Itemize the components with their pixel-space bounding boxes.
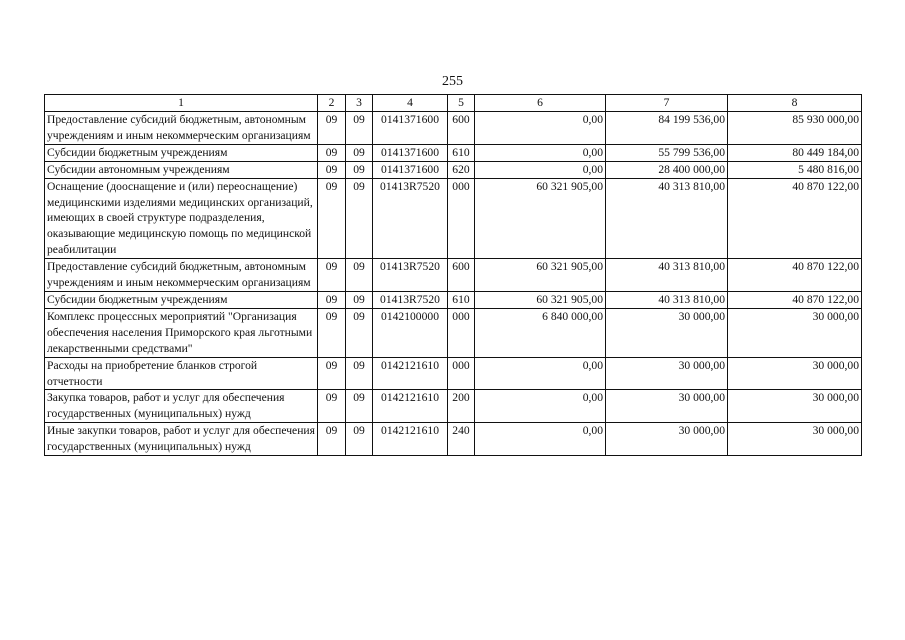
cell-amount-6: 6 840 000,00 — [475, 308, 606, 357]
header-cell: 3 — [346, 95, 373, 112]
cell-amount-8: 80 449 184,00 — [728, 144, 862, 161]
row-name: Закупка товаров, работ и услуг для обеспечения государственных (муниципальных) нужд — [45, 390, 318, 423]
cell-amount-8: 85 930 000,00 — [728, 112, 862, 145]
header-row — [45, 95, 862, 112]
cell-amount-8: 30 000,00 — [728, 390, 862, 423]
cell-amount-8: 5 480 816,00 — [728, 161, 862, 178]
cell-target-article: 0142121610 — [373, 423, 448, 456]
page-number: 255 — [442, 74, 463, 89]
header-cell: 2 — [318, 95, 346, 112]
table-row — [45, 161, 862, 178]
row-name: Оснащение (дооснащение и (или) переоснащение) медицинскими изделиями медицинских организаций, имеющих в своей структуре подразделения, оказывающие медицинскую помощь по медицинской реабилитации — [45, 178, 318, 259]
row-name: Иные закупки товаров, работ и услуг для обеспечения государственных (муниципальных) нужд — [45, 423, 318, 456]
cell-amount-8: 40 870 122,00 — [728, 178, 862, 259]
header-cell: 7 — [606, 95, 728, 112]
cell-amount-7: 30 000,00 — [606, 308, 728, 357]
row-name: Субсидии бюджетным учреждениям — [45, 291, 318, 308]
cell-expense-type: 000 — [448, 178, 475, 259]
cell-ministry: 09 — [318, 144, 346, 161]
row-name: Комплекс процессных мероприятий "Организация обеспечения населения Приморского края льготными лекарственными средствами" — [45, 308, 318, 357]
cell-target-article: 0141371600 — [373, 144, 448, 161]
cell-section: 09 — [346, 259, 373, 292]
cell-amount-6: 60 321 905,00 — [475, 259, 606, 292]
cell-expense-type: 610 — [448, 144, 475, 161]
cell-section: 09 — [346, 291, 373, 308]
cell-amount-7: 30 000,00 — [606, 357, 728, 390]
cell-amount-7: 28 400 000,00 — [606, 161, 728, 178]
cell-ministry: 09 — [318, 423, 346, 456]
cell-ministry: 09 — [318, 259, 346, 292]
cell-expense-type: 600 — [448, 112, 475, 145]
table-row — [45, 112, 862, 145]
row-name: Субсидии автономным учреждениям — [45, 161, 318, 178]
cell-target-article: 01413R7520 — [373, 291, 448, 308]
cell-amount-6: 60 321 905,00 — [475, 178, 606, 259]
cell-expense-type: 610 — [448, 291, 475, 308]
cell-amount-7: 30 000,00 — [606, 423, 728, 456]
cell-amount-7: 40 313 810,00 — [606, 178, 728, 259]
cell-ministry: 09 — [318, 308, 346, 357]
cell-amount-6: 0,00 — [475, 144, 606, 161]
header-cell: 6 — [475, 95, 606, 112]
cell-amount-7: 40 313 810,00 — [606, 291, 728, 308]
cell-target-article: 0142121610 — [373, 390, 448, 423]
cell-amount-8: 40 870 122,00 — [728, 291, 862, 308]
cell-ministry: 09 — [318, 178, 346, 259]
cell-section: 09 — [346, 308, 373, 357]
budget-table — [44, 94, 862, 456]
cell-target-article: 01413R7520 — [373, 178, 448, 259]
cell-target-article: 01413R7520 — [373, 259, 448, 292]
cell-expense-type: 620 — [448, 161, 475, 178]
cell-ministry: 09 — [318, 291, 346, 308]
cell-section: 09 — [346, 423, 373, 456]
row-name: Предоставление субсидий бюджетным, автономным учреждениям и иным некоммерческим организациям — [45, 259, 318, 292]
header-cell: 5 — [448, 95, 475, 112]
table-row — [45, 357, 862, 390]
table-row — [45, 390, 862, 423]
cell-target-article: 0141371600 — [373, 161, 448, 178]
cell-amount-8: 30 000,00 — [728, 423, 862, 456]
cell-amount-6: 0,00 — [475, 390, 606, 423]
row-name: Предоставление субсидий бюджетным, автономным учреждениям и иным некоммерческим организациям — [45, 112, 318, 145]
cell-expense-type: 000 — [448, 308, 475, 357]
cell-expense-type: 600 — [448, 259, 475, 292]
table-row — [45, 308, 862, 357]
cell-amount-6: 0,00 — [475, 357, 606, 390]
cell-amount-7: 55 799 536,00 — [606, 144, 728, 161]
cell-amount-8: 30 000,00 — [728, 308, 862, 357]
row-name: Расходы на приобретение бланков строгой отчетности — [45, 357, 318, 390]
cell-expense-type: 240 — [448, 423, 475, 456]
cell-amount-7: 84 199 536,00 — [606, 112, 728, 145]
cell-amount-6: 0,00 — [475, 112, 606, 145]
cell-ministry: 09 — [318, 390, 346, 423]
cell-section: 09 — [346, 357, 373, 390]
table-row — [45, 259, 862, 292]
cell-amount-7: 30 000,00 — [606, 390, 728, 423]
cell-amount-6: 60 321 905,00 — [475, 291, 606, 308]
cell-section: 09 — [346, 112, 373, 145]
cell-target-article: 0142100000 — [373, 308, 448, 357]
cell-amount-8: 40 870 122,00 — [728, 259, 862, 292]
cell-amount-6: 0,00 — [475, 423, 606, 456]
table-row — [45, 291, 862, 308]
header-cell: 4 — [373, 95, 448, 112]
row-name: Субсидии бюджетным учреждениям — [45, 144, 318, 161]
table-row — [45, 144, 862, 161]
cell-amount-7: 40 313 810,00 — [606, 259, 728, 292]
cell-section: 09 — [346, 390, 373, 423]
cell-amount-8: 30 000,00 — [728, 357, 862, 390]
table-row — [45, 178, 862, 259]
header-cell: 8 — [728, 95, 862, 112]
cell-section: 09 — [346, 161, 373, 178]
cell-amount-6: 0,00 — [475, 161, 606, 178]
table-row — [45, 423, 862, 456]
header-cell: 1 — [45, 95, 318, 112]
cell-expense-type: 000 — [448, 357, 475, 390]
cell-target-article: 0142121610 — [373, 357, 448, 390]
cell-section: 09 — [346, 144, 373, 161]
cell-ministry: 09 — [318, 161, 346, 178]
cell-ministry: 09 — [318, 112, 346, 145]
cell-target-article: 0141371600 — [373, 112, 448, 145]
cell-expense-type: 200 — [448, 390, 475, 423]
cell-section: 09 — [346, 178, 373, 259]
cell-ministry: 09 — [318, 357, 346, 390]
